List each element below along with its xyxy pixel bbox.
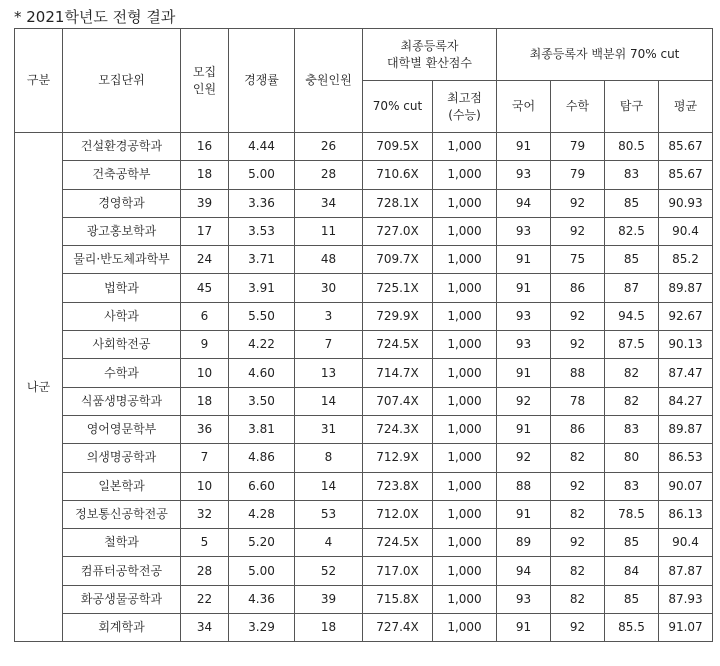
- cell-quota: 18: [181, 161, 229, 189]
- cell-top-score: 1,000: [433, 302, 497, 330]
- cell-cut70: 710.6X: [363, 161, 433, 189]
- cell-inquiry: 82: [605, 359, 659, 387]
- cell-competition: 3.29: [229, 614, 295, 642]
- cell-average: 90.4: [659, 529, 713, 557]
- cell-quota: 10: [181, 472, 229, 500]
- cell-korean: 91: [497, 133, 551, 161]
- table-row: [15, 529, 713, 557]
- cell-competition: 3.53: [229, 217, 295, 245]
- cell-additional: 11: [295, 217, 363, 245]
- cell-cut70: 725.1X: [363, 274, 433, 302]
- cell-quota: 34: [181, 614, 229, 642]
- cell-quota: 39: [181, 189, 229, 217]
- cell-additional: 13: [295, 359, 363, 387]
- cell-top-score: 1,000: [433, 133, 497, 161]
- cell-competition: 4.36: [229, 585, 295, 613]
- cell-top-score: 1,000: [433, 444, 497, 472]
- header-category: 구분: [15, 29, 63, 133]
- cell-average: 86.53: [659, 444, 713, 472]
- cell-quota: 10: [181, 359, 229, 387]
- cell-unit: 컴퓨터공학전공: [63, 557, 181, 585]
- header-cut70: 70% cut: [363, 81, 433, 133]
- cell-top-score: 1,000: [433, 246, 497, 274]
- cell-competition: 3.71: [229, 246, 295, 274]
- cell-math: 92: [551, 189, 605, 217]
- cell-competition: 5.00: [229, 161, 295, 189]
- cell-cut70: 707.4X: [363, 387, 433, 415]
- cell-inquiry: 83: [605, 472, 659, 500]
- cell-math: 92: [551, 217, 605, 245]
- table-row: [15, 274, 713, 302]
- cell-cut70: 728.1X: [363, 189, 433, 217]
- cell-korean: 93: [497, 331, 551, 359]
- cell-unit: 화공생물공학과: [63, 585, 181, 613]
- cell-unit: 사회학전공: [63, 331, 181, 359]
- cell-math: 79: [551, 161, 605, 189]
- cell-average: 85.67: [659, 133, 713, 161]
- cell-competition: 5.00: [229, 557, 295, 585]
- cell-unit: 의생명공학과: [63, 444, 181, 472]
- cell-additional: 18: [295, 614, 363, 642]
- table-row: [15, 331, 713, 359]
- cell-average: 90.07: [659, 472, 713, 500]
- cell-korean: 92: [497, 444, 551, 472]
- cell-additional: 28: [295, 161, 363, 189]
- cell-average: 90.93: [659, 189, 713, 217]
- table-row: [15, 217, 713, 245]
- cell-additional: 39: [295, 585, 363, 613]
- cell-top-score: 1,000: [433, 614, 497, 642]
- cell-top-score: 1,000: [433, 359, 497, 387]
- cell-additional: 7: [295, 331, 363, 359]
- cell-average: 92.67: [659, 302, 713, 330]
- table-caption: * 2021학년도 전형 결과: [14, 8, 176, 26]
- cell-average: 84.27: [659, 387, 713, 415]
- cell-additional: 14: [295, 472, 363, 500]
- cell-inquiry: 82.5: [605, 217, 659, 245]
- cell-inquiry: 83: [605, 415, 659, 443]
- cell-inquiry: 87: [605, 274, 659, 302]
- cell-additional: 53: [295, 500, 363, 528]
- cell-math: 82: [551, 557, 605, 585]
- table-row: [15, 189, 713, 217]
- cell-cut70: 715.8X: [363, 585, 433, 613]
- cell-math: 92: [551, 331, 605, 359]
- cell-additional: 31: [295, 415, 363, 443]
- table-row: [15, 387, 713, 415]
- cell-unit: 철학과: [63, 529, 181, 557]
- header-inquiry: 탐구: [605, 81, 659, 133]
- cell-cut70: 712.9X: [363, 444, 433, 472]
- cell-top-score: 1,000: [433, 415, 497, 443]
- cell-unit: 건축공학부: [63, 161, 181, 189]
- cell-korean: 89: [497, 529, 551, 557]
- cell-competition: 5.50: [229, 302, 295, 330]
- cell-average: 90.4: [659, 217, 713, 245]
- cell-inquiry: 85: [605, 529, 659, 557]
- cell-korean: 93: [497, 161, 551, 189]
- header-additional: 충원인원: [295, 29, 363, 133]
- cell-unit: 광고홍보학과: [63, 217, 181, 245]
- cell-unit: 정보통신공학전공: [63, 500, 181, 528]
- cell-inquiry: 80.5: [605, 133, 659, 161]
- cell-quota: 16: [181, 133, 229, 161]
- cell-quota: 6: [181, 302, 229, 330]
- table-row: [15, 614, 713, 642]
- cell-inquiry: 87.5: [605, 331, 659, 359]
- cell-korean: 91: [497, 614, 551, 642]
- cell-inquiry: 82: [605, 387, 659, 415]
- header-average: 평균: [659, 81, 713, 133]
- cell-additional: 14: [295, 387, 363, 415]
- cell-inquiry: 85.5: [605, 614, 659, 642]
- table-row: [15, 444, 713, 472]
- cell-top-score: 1,000: [433, 500, 497, 528]
- cell-average: 85.67: [659, 161, 713, 189]
- table-row: [15, 246, 713, 274]
- cell-cut70: 724.3X: [363, 415, 433, 443]
- cell-cut70: 714.7X: [363, 359, 433, 387]
- cell-group: 나군: [15, 133, 63, 642]
- cell-korean: 91: [497, 359, 551, 387]
- cell-korean: 93: [497, 302, 551, 330]
- cell-additional: 4: [295, 529, 363, 557]
- cell-math: 92: [551, 472, 605, 500]
- cell-competition: 5.20: [229, 529, 295, 557]
- cell-top-score: 1,000: [433, 557, 497, 585]
- cell-inquiry: 94.5: [605, 302, 659, 330]
- cell-cut70: 717.0X: [363, 557, 433, 585]
- cell-top-score: 1,000: [433, 189, 497, 217]
- cell-cut70: 709.7X: [363, 246, 433, 274]
- cell-quota: 36: [181, 415, 229, 443]
- cell-cut70: 729.9X: [363, 302, 433, 330]
- cell-competition: 3.50: [229, 387, 295, 415]
- cell-top-score: 1,000: [433, 331, 497, 359]
- cell-additional: 30: [295, 274, 363, 302]
- cell-korean: 94: [497, 557, 551, 585]
- cell-math: 92: [551, 302, 605, 330]
- cell-top-score: 1,000: [433, 161, 497, 189]
- cell-unit: 수학과: [63, 359, 181, 387]
- cell-inquiry: 80: [605, 444, 659, 472]
- cell-math: 75: [551, 246, 605, 274]
- cell-math: 86: [551, 274, 605, 302]
- cell-average: 89.87: [659, 415, 713, 443]
- cell-quota: 17: [181, 217, 229, 245]
- cell-average: 91.07: [659, 614, 713, 642]
- cell-top-score: 1,000: [433, 217, 497, 245]
- cell-average: 89.87: [659, 274, 713, 302]
- table-body: [15, 133, 713, 642]
- cell-quota: 24: [181, 246, 229, 274]
- cell-competition: 6.60: [229, 472, 295, 500]
- cell-unit: 식품생명공학과: [63, 387, 181, 415]
- cell-unit: 회계학과: [63, 614, 181, 642]
- cell-competition: 3.36: [229, 189, 295, 217]
- cell-additional: 48: [295, 246, 363, 274]
- cell-math: 88: [551, 359, 605, 387]
- admission-results-table: [14, 28, 713, 642]
- cell-korean: 94: [497, 189, 551, 217]
- cell-quota: 22: [181, 585, 229, 613]
- cell-average: 87.47: [659, 359, 713, 387]
- cell-quota: 7: [181, 444, 229, 472]
- cell-quota: 18: [181, 387, 229, 415]
- cell-additional: 8: [295, 444, 363, 472]
- cell-top-score: 1,000: [433, 585, 497, 613]
- cell-math: 92: [551, 614, 605, 642]
- header-math: 수학: [551, 81, 605, 133]
- cell-math: 92: [551, 529, 605, 557]
- table-row: [15, 359, 713, 387]
- cell-math: 82: [551, 585, 605, 613]
- cell-competition: 4.60: [229, 359, 295, 387]
- cell-math: 86: [551, 415, 605, 443]
- cell-additional: 52: [295, 557, 363, 585]
- cell-unit: 영어영문학부: [63, 415, 181, 443]
- cell-korean: 91: [497, 500, 551, 528]
- cell-korean: 88: [497, 472, 551, 500]
- table-row: [15, 585, 713, 613]
- cell-math: 78: [551, 387, 605, 415]
- table-row: [15, 557, 713, 585]
- cell-unit: 사학과: [63, 302, 181, 330]
- table-row: [15, 161, 713, 189]
- cell-additional: 3: [295, 302, 363, 330]
- cell-average: 87.93: [659, 585, 713, 613]
- cell-additional: 34: [295, 189, 363, 217]
- cell-cut70: 724.5X: [363, 331, 433, 359]
- cell-competition: 3.81: [229, 415, 295, 443]
- cell-unit: 법학과: [63, 274, 181, 302]
- table-row: [15, 472, 713, 500]
- cell-math: 82: [551, 500, 605, 528]
- cell-average: 90.13: [659, 331, 713, 359]
- table-row: [15, 302, 713, 330]
- cell-cut70: 709.5X: [363, 133, 433, 161]
- cell-competition: 4.22: [229, 331, 295, 359]
- cell-quota: 32: [181, 500, 229, 528]
- table-row: [15, 133, 713, 161]
- cell-cut70: 727.4X: [363, 614, 433, 642]
- cell-top-score: 1,000: [433, 529, 497, 557]
- cell-korean: 92: [497, 387, 551, 415]
- cell-cut70: 724.5X: [363, 529, 433, 557]
- cell-competition: 4.44: [229, 133, 295, 161]
- cell-top-score: 1,000: [433, 472, 497, 500]
- cell-cut70: 712.0X: [363, 500, 433, 528]
- header-competition: 경쟁률: [229, 29, 295, 133]
- cell-korean: 93: [497, 585, 551, 613]
- cell-math: 79: [551, 133, 605, 161]
- header-unit: 모집단위: [63, 29, 181, 133]
- header-korean: 국어: [497, 81, 551, 133]
- cell-top-score: 1,000: [433, 274, 497, 302]
- cell-competition: 3.91: [229, 274, 295, 302]
- cell-competition: 4.28: [229, 500, 295, 528]
- cell-inquiry: 85: [605, 189, 659, 217]
- cell-korean: 91: [497, 274, 551, 302]
- cell-unit: 경영학과: [63, 189, 181, 217]
- cell-inquiry: 83: [605, 161, 659, 189]
- cell-quota: 28: [181, 557, 229, 585]
- cell-top-score: 1,000: [433, 387, 497, 415]
- header-top-score: 최고점 (수능): [433, 81, 497, 133]
- table-row: [15, 500, 713, 528]
- cell-quota: 9: [181, 331, 229, 359]
- cell-unit: 일본학과: [63, 472, 181, 500]
- cell-quota: 5: [181, 529, 229, 557]
- cell-cut70: 723.8X: [363, 472, 433, 500]
- cell-cut70: 727.0X: [363, 217, 433, 245]
- cell-korean: 91: [497, 246, 551, 274]
- cell-quota: 45: [181, 274, 229, 302]
- cell-average: 85.2: [659, 246, 713, 274]
- cell-unit: 건설환경공학과: [63, 133, 181, 161]
- cell-korean: 91: [497, 415, 551, 443]
- cell-math: 82: [551, 444, 605, 472]
- cell-competition: 4.86: [229, 444, 295, 472]
- header-quota: 모집 인원: [181, 29, 229, 133]
- cell-inquiry: 85: [605, 585, 659, 613]
- cell-average: 87.87: [659, 557, 713, 585]
- cell-unit: 물리·반도체과학부: [63, 246, 181, 274]
- cell-additional: 26: [295, 133, 363, 161]
- cell-inquiry: 84: [605, 557, 659, 585]
- header-percentile: 최종등록자 백분위 70% cut: [497, 29, 713, 81]
- cell-average: 86.13: [659, 500, 713, 528]
- table-row: [15, 415, 713, 443]
- cell-korean: 93: [497, 217, 551, 245]
- header-final-score: 최종등록자 대학별 환산점수: [363, 29, 497, 81]
- cell-inquiry: 85: [605, 246, 659, 274]
- cell-inquiry: 78.5: [605, 500, 659, 528]
